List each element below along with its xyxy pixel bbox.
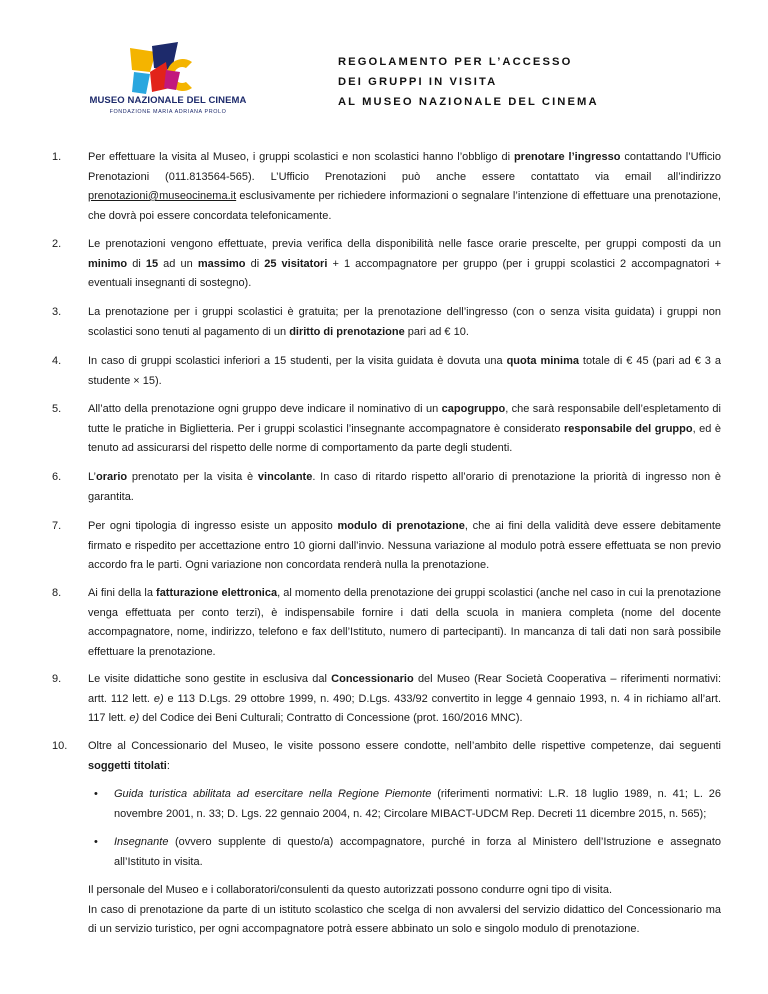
bold-text: massimo xyxy=(197,257,246,270)
rule-text xyxy=(88,352,721,391)
bold-text: diritto di prenotazione xyxy=(289,325,405,338)
logo-text-foundation: FONDAZIONE MARIA ADRIANA PROLO xyxy=(109,109,227,115)
rule-number: 8. xyxy=(52,587,62,599)
rule-number: 6. xyxy=(52,471,62,483)
bullet-item xyxy=(88,833,721,872)
text: Per effettuare la visita al Museo, i gruppi scolastici e non scolastici hanno l’obbligo di xyxy=(88,151,514,163)
text: e 113 D.Lgs. 29 ottobre 1999, n. 490; D.Lgs. 433/92 convertito in legge 4 gennaio 1993, n. 4 in richiamo all’art. 117 lett. xyxy=(88,692,722,724)
text: (riferimenti normativi: L.R. 18 luglio 1989, n. 41; L. 26 novembre 2001, n. 33; D. Lgs. 22 gennaio 2004, n. 42; Circolare MIBACT-UDCM Rep. Decreti 11 dicembre 2015, n. 565); xyxy=(114,788,722,820)
text: ad un xyxy=(158,257,198,270)
bold-text: prenotare l’ingresso xyxy=(513,151,621,163)
rule-number: 2. xyxy=(52,238,62,250)
rule-number: 3. xyxy=(52,306,62,318)
bullet-icon: • xyxy=(94,788,98,800)
bold-text: Concessionario xyxy=(331,673,414,685)
rule-intro xyxy=(88,737,721,776)
italic-text: e) xyxy=(153,692,164,705)
bold-text: minimo xyxy=(88,257,128,270)
italic-text: e) xyxy=(129,712,140,724)
rule-text xyxy=(88,517,721,576)
text: . In caso di ritardo rispetto all’orario di prenotazione la priorità di ingresso non è garantita. xyxy=(88,471,721,503)
text: All’atto della prenotazione ogni gruppo deve indicare il nominativo di un xyxy=(88,403,442,415)
bold-text: 15 xyxy=(145,257,159,270)
rule-text xyxy=(88,148,721,226)
text: Le visite didattiche sono gestite in esclusiva dal xyxy=(88,673,332,685)
text: Per ogni tipologia di ingresso esiste un apposito xyxy=(88,520,338,532)
page-title xyxy=(338,52,599,112)
bullet-item xyxy=(88,785,721,824)
text: contattando l’Ufficio Prenotazioni (011.813564-565). L’Ufficio Prenotazioni può anche essere contattato via email all’indirizzo xyxy=(88,151,721,183)
text: In caso di gruppi scolastici inferiori a 15 studenti, per la visita guidata è dovuta una xyxy=(88,355,507,367)
text: : xyxy=(166,759,170,772)
rule-text xyxy=(88,235,721,294)
text: pari ad € 10. xyxy=(404,325,469,338)
text: L’ xyxy=(88,471,96,483)
text: , ed è tenuto ad assicurarsi del rispetto delle norme di comportamento da parte degli studenti. xyxy=(88,422,721,454)
text: , che ai fini della validità deve essere debitamente firmato e rispedito per accettazione entro 10 giorni dall’invio. Nessuna variazione al modulo potrà essere effettuata se non previo accordo fra le parti. Ogni variazione non concordata renderà nulla la prenotazione. xyxy=(88,520,721,571)
title-line-2: DEI GRUPPI IN VISITA xyxy=(338,76,498,88)
italic-text: Insegnante xyxy=(114,836,169,848)
bold-text: modulo di prenotazione xyxy=(337,520,465,532)
text: La prenotazione per i gruppi scolastici è gratuita; per la prenotazione dell’ingresso (con o senza visita guidata) i gruppi non scolastici sono tenuti al pagamento di un xyxy=(88,306,721,338)
text: del Codice dei Beni Culturali; Contratto di Concessione (prot. 160/2016 MNC). xyxy=(139,712,523,724)
bullet-icon: • xyxy=(94,836,98,848)
bold-text: orario xyxy=(95,471,128,483)
bold-text: vincolante xyxy=(257,471,313,483)
text: Le prenotazioni vengono effettuate, previa verifica della disponibilità nelle fasce orarie prescelte, per gruppi composti da un xyxy=(88,238,721,250)
rule-number: 1. xyxy=(52,151,62,163)
rule-text xyxy=(88,670,721,729)
italic-text: Guida turistica abilitata ad esercitare nella Regione Piemonte xyxy=(114,788,432,800)
text: di xyxy=(245,257,265,270)
rule-number: 5. xyxy=(52,403,62,415)
logo-text-museum: MUSEO NAZIONALE DEL CINEMA xyxy=(89,95,247,106)
rule-text xyxy=(88,737,721,940)
title-line-3: AL MUSEO NAZIONALE DEL CINEMA xyxy=(338,96,599,108)
text: di xyxy=(127,257,146,270)
text: Ai fini della la xyxy=(88,587,157,599)
rule-text xyxy=(88,584,721,662)
text: , che sarà responsabile dell’espletamento di tutte le pratiche in Biglietteria. Per i gruppi scolastici l’insegnante accompagnatore è considerato xyxy=(88,403,721,435)
email-link[interactable]: prenotazioni@museocinema.it xyxy=(88,190,237,202)
bold-text: quota minima xyxy=(506,355,579,367)
rule-number: 7. xyxy=(52,520,62,532)
bold-text: soggetti titolati xyxy=(88,759,167,772)
note-paragraph: In caso di prenotazione da parte di un istituto scolastico che scelga di non avvalersi del servizio didattico del Concessionario ma di un servizio turistico, per ogni accompagnatore potrà essere abbinato un solo e singolo modulo di prenotazione. xyxy=(88,903,721,935)
bold-text: responsabile del gruppo xyxy=(563,422,693,435)
text: prenotato per la visita è xyxy=(127,471,258,483)
text: (ovvero supplente di questo/a) accompagnatore, purché in forza al Ministero dell’Istruzione e assegnato all’Istituto in visita. xyxy=(114,836,721,868)
museum-logo xyxy=(88,42,248,124)
text: + 1 accompagnatore per gruppo (per i gruppi scolastici 2 accompagnatori + eventuali insegnanti di sostegno). xyxy=(88,257,721,289)
text: totale di € 45 (pari ad € 3 a studente × 15). xyxy=(88,355,721,387)
title-line-1: REGOLAMENTO PER L’ACCESSO xyxy=(338,56,573,68)
note-paragraph: Il personale del Museo e i collaboratori/consulenti da questo autorizzati possono condurre ogni tipo di visita. xyxy=(88,884,613,896)
rule-text xyxy=(88,400,721,459)
rule-number: 4. xyxy=(52,355,62,367)
bold-text: 25 visitatori xyxy=(264,257,328,270)
text: del Museo (Rear Società Cooperativa – riferimenti normativi: artt. 112 lett. xyxy=(88,673,721,705)
rule-number: 9. xyxy=(52,673,62,685)
rule-text xyxy=(88,468,721,507)
text: Oltre al Concessionario del Museo, le visite possono essere condotte, nell’ambito delle rispettive competenze, dai seguenti xyxy=(88,740,721,752)
museum-logo-mark xyxy=(126,42,210,98)
text: , al momento della prenotazione dei gruppi scolastici (anche nel caso in cui la prenotazione venga effettuata per conto terzi), è indispensabile fornire i dati della scuola in maniera completa (nome del docente accompagnatore, nome, indirizzo, telefono e fax dell’Istituto, numero di partecipanti). In mancanza di tali dati non sarà possibile effettuare la prenotazione. xyxy=(88,587,721,658)
bold-text: capogruppo xyxy=(441,403,506,415)
text: esclusivamente per richiedere informazioni o segnalare l’intenzione di effettuare una prenotazione, che dovrà poi essere concordata telefonicamente. xyxy=(88,190,721,222)
rule-text xyxy=(88,303,721,342)
bold-text: fatturazione elettronica xyxy=(156,587,278,599)
rule-number: 10. xyxy=(52,740,68,752)
